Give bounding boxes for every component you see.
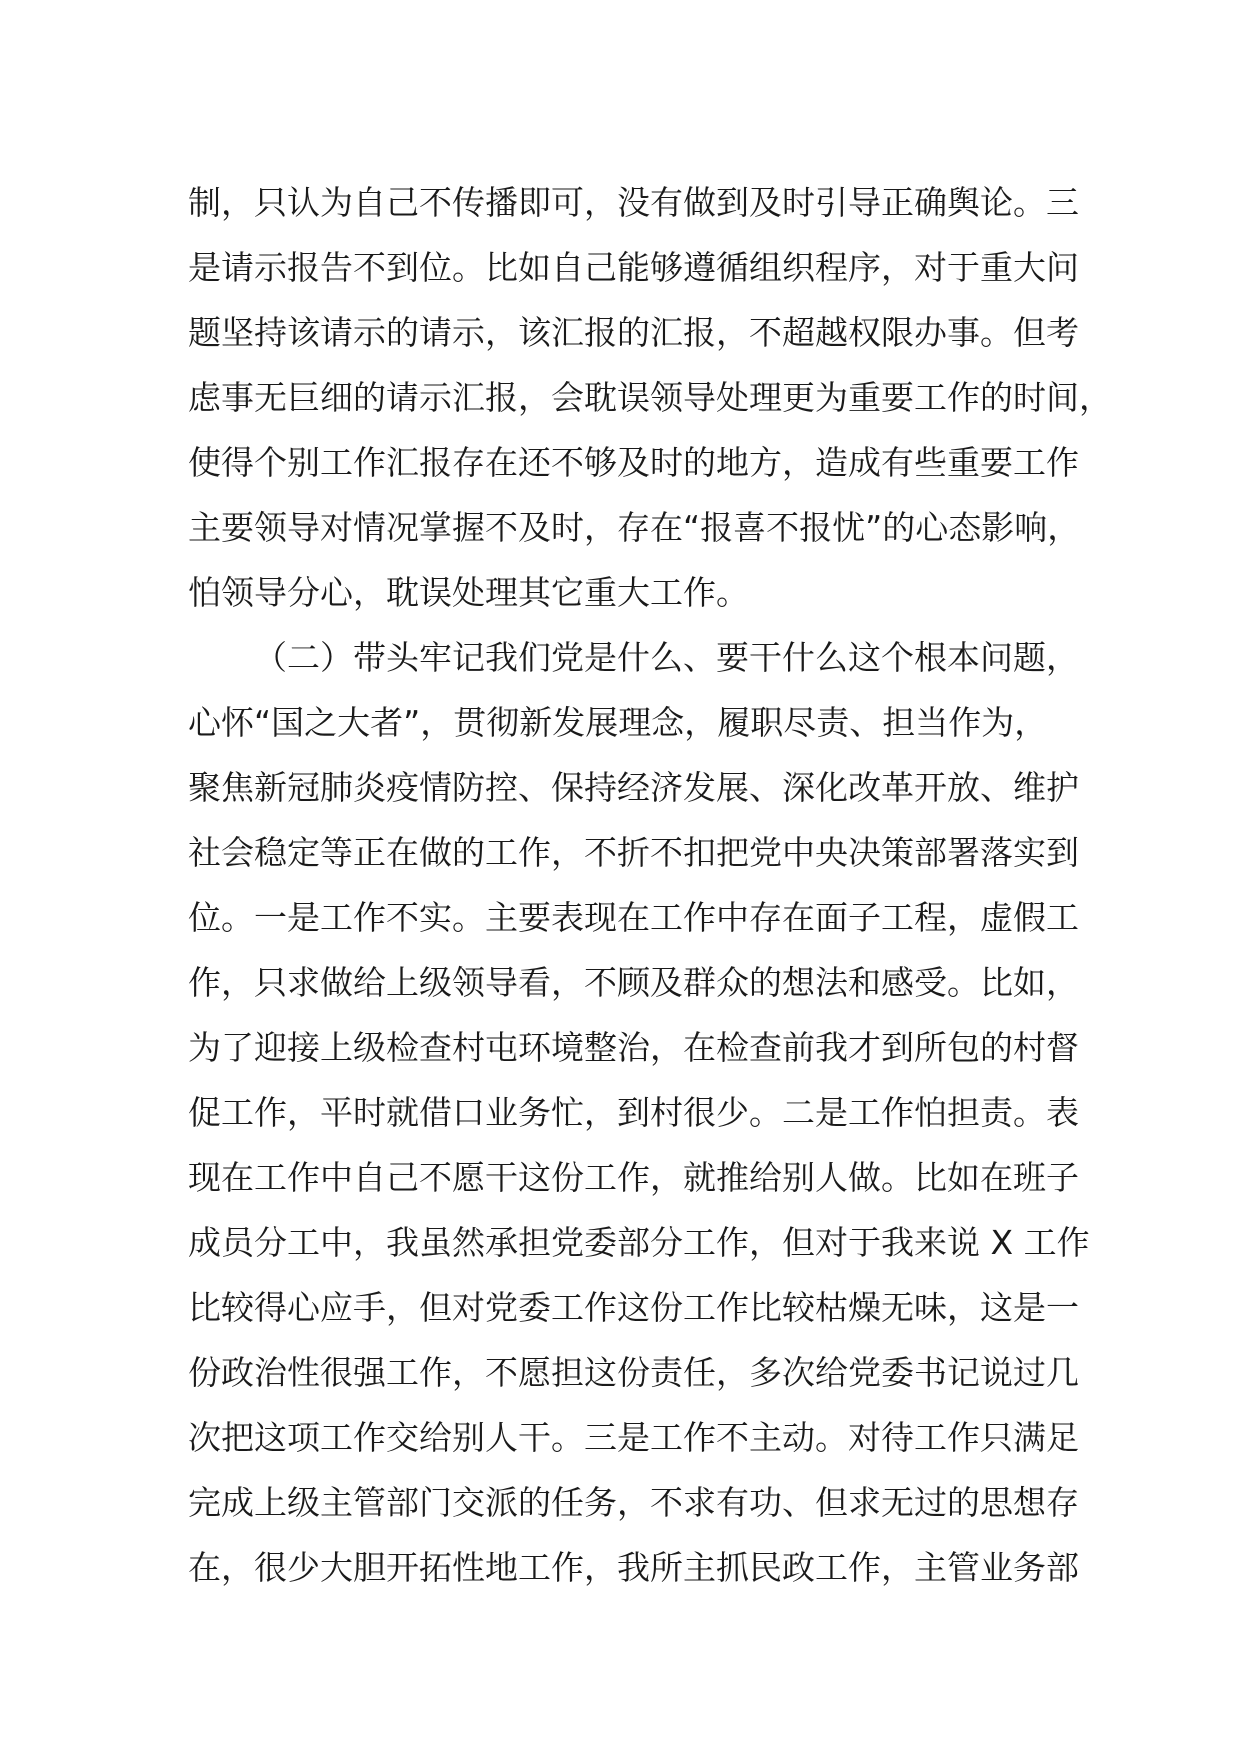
text-line: 是请示报告不到位。比如自己能够遵循组织程序，对于重大问 (188, 248, 1079, 287)
section-heading-line: （二）带头牢记我们党是什么、要干什么这个根本问题， (254, 638, 1079, 677)
text-line: 制，只认为自己不传播即可，没有做到及时引导正确舆论。三 (188, 183, 1079, 222)
text-line: 完成上级主管部门交派的任务，不求有功、但求无过的思想存 (188, 1483, 1079, 1522)
text-line: 使得个别工作汇报存在还不够及时的地方，造成有些重要工作 (188, 443, 1079, 482)
text-line: 在，很少大胆开拓性地工作，我所主抓民政工作，主管业务部 (188, 1548, 1079, 1587)
text-line: 作，只求做给上级领导看，不顾及群众的想法和感受。比如， (188, 963, 1079, 1002)
body-text (188, 170, 1112, 1600)
text-line: 虑事无巨细的请示汇报，会耽误领导处理更为重要工作的时间， (188, 378, 1112, 417)
text-line: 为了迎接上级检查村屯环境整治，在检查前我才到所包的村督 (188, 1028, 1079, 1067)
text-line: 促工作，平时就借口业务忙，到村很少。二是工作怕担责。表 (188, 1093, 1079, 1132)
text-line: 比较得心应手，但对党委工作这份工作比较枯燥无味，这是一 (188, 1288, 1079, 1327)
text-line: 次把这项工作交给别人干。三是工作不主动。对待工作只满足 (188, 1418, 1079, 1457)
text-line: 心怀“国之大者”，贯彻新发展理念，履职尽责、担当作为， (188, 703, 1048, 742)
text-line: 主要领导对情况掌握不及时，存在“报喜不报忧”的心态影响， (188, 508, 1081, 547)
text-line: 份政治性很强工作，不愿担这份责任，多次给党委书记说过几 (188, 1353, 1079, 1392)
text-line: 怕领导分心，耽误处理其它重大工作。 (188, 573, 749, 612)
text-line: 成员分工中，我虽然承担党委部分工作，但对于我来说 X 工作 (188, 1223, 1090, 1262)
text-line: 题坚持该请示的请示，该汇报的汇报，不超越权限办事。但考 (188, 313, 1079, 352)
text-line: 社会稳定等正在做的工作，不折不扣把党中央决策部署落实到 (188, 833, 1079, 872)
text-line: 现在工作中自己不愿干这份工作，就推给别人做。比如在班子 (188, 1158, 1079, 1197)
text-line: 位。一是工作不实。主要表现在工作中存在面子工程，虚假工 (188, 898, 1079, 937)
text-line: 聚焦新冠肺炎疫情防控、保持经济发展、深化改革开放、维护 (188, 768, 1079, 807)
